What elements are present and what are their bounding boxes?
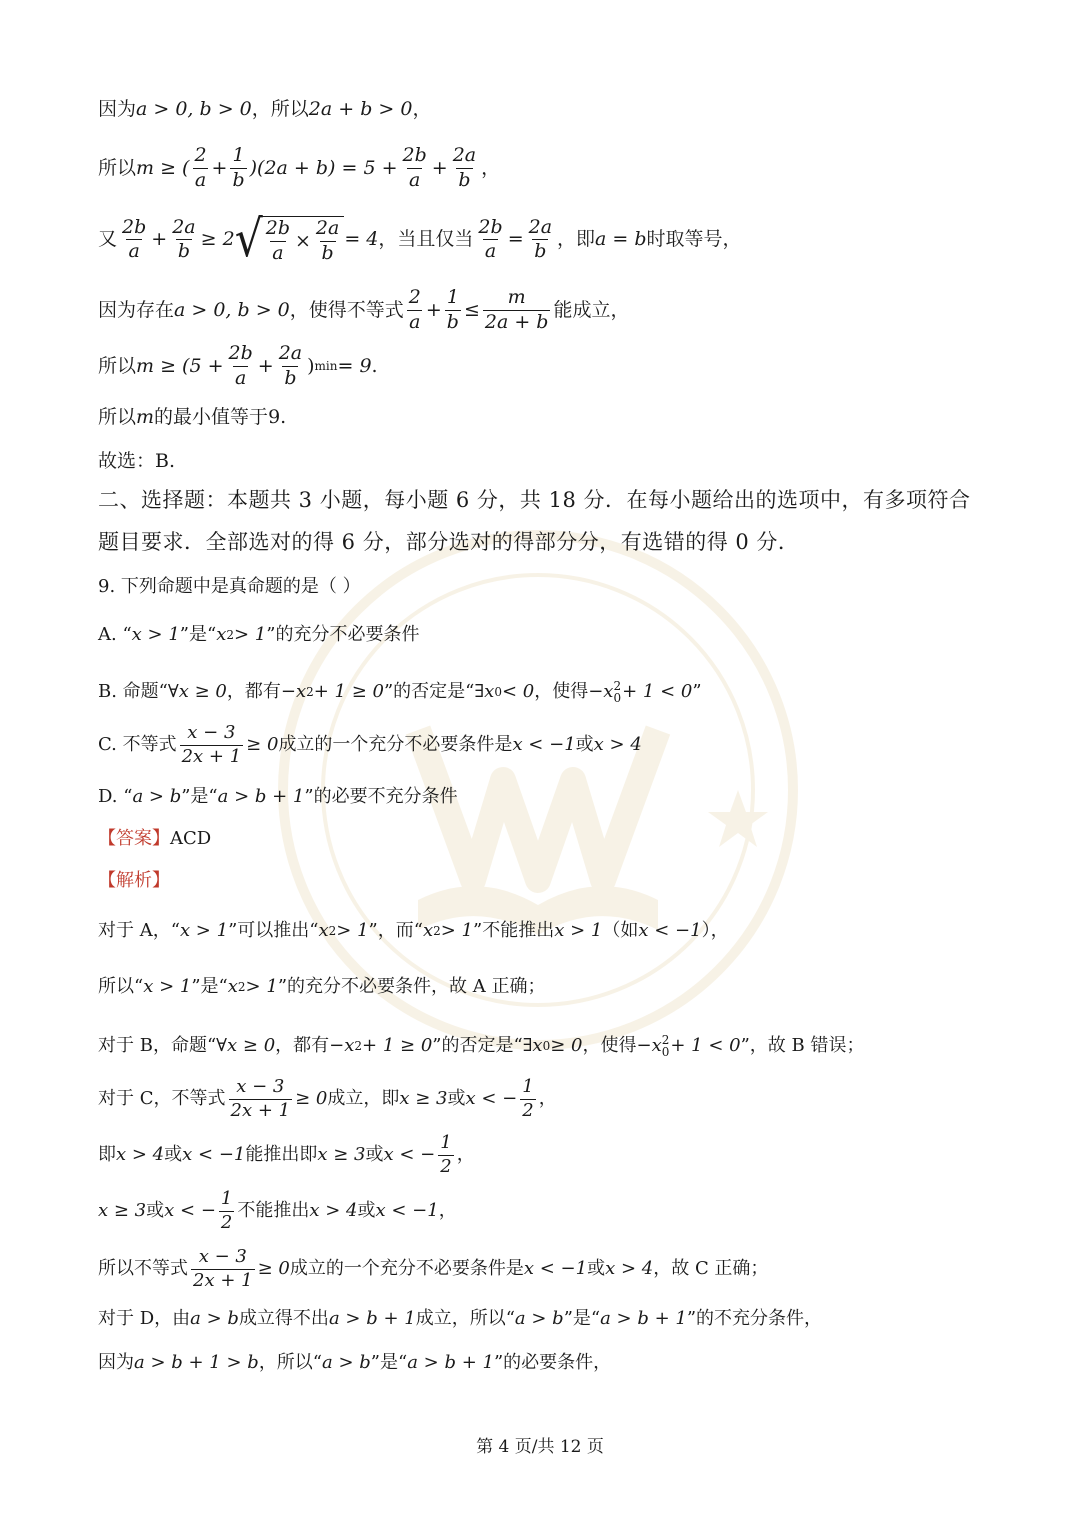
analysis-line-6: x ≥ 3 或 x < − $\frac{1}{2}$ 不能推出 x > 4 或 x < −1 ， bbox=[98, 1188, 457, 1233]
section-heading-line-1: 二、选择题：本题共 3 小题，每小题 6 分，共 18 分．在每小题给出的选项中，有多项符合 bbox=[98, 488, 971, 512]
analysis-line-3: 对于 B，命题“ ∀x ≥ 0 ，都有 −x 2 + 1 ≥ 0 ”的否定是“ ∃x 0 ≥ 0 ，使得 −x 2 0 + 1 < 0 ”，故 B 错误； bbox=[98, 1033, 865, 1059]
answer-tag: 【答案】 bbox=[98, 828, 170, 849]
fraction: $\frac{2b}{a}$ bbox=[402, 144, 427, 191]
fraction: $\frac{2b}{a}$ bbox=[122, 215, 147, 263]
solution-line-3: 又 $\frac{2b}{a}$ + $\frac{2a}{b}$ ≥ 2 √ $\frac{2b}{a}$ × $\frac{2a}{b}$ = 4 ，当且仅当 $\frac{2b}{a}$ = $\frac{2a}{b}$ ，即 a = b 时取等号， bbox=[98, 210, 742, 269]
fraction: $\frac{2b}{a}$ bbox=[478, 215, 503, 263]
fraction: $\frac{x - 3}{2x + 1}$ bbox=[230, 1076, 291, 1121]
option-b: B. 命题“ ∀x ≥ 0 ，都有 −x 2 + 1 ≥ 0 ”的否定是“ ∃x 0 < 0 ，使得 −x 2 0 + 1 < 0 ” bbox=[98, 679, 702, 705]
fraction: $\frac{1}{2}$ bbox=[440, 1132, 452, 1177]
fraction: $\frac{2a}{b}$ bbox=[278, 342, 303, 389]
analysis-line-2: 所以“ x > 1 ”是“ x 2 > 1 ”的充分不必要条件，故 A 正确； bbox=[98, 976, 546, 997]
option-c: C. 不等式 $\frac{x - 3}{2x + 1}$ ≥ 0 成立的一个充分不必要条件是 x < −1 或 x > 4 bbox=[98, 722, 642, 767]
analysis-tag-line bbox=[98, 872, 170, 890]
solution-line-7: 故选：B. bbox=[98, 450, 176, 472]
section-heading-line-2: 题目要求．全部选对的得 6 分，部分选对的得部分分，有选错的得 0 分． bbox=[98, 530, 800, 554]
solution-line-6: 所以 m 的最小值等于 9 . bbox=[98, 406, 287, 428]
fraction: $\frac{2}{a}$ bbox=[408, 286, 421, 333]
option-a: A. “ x > 1 ”是“ x 2 > 1 ”的充分不必要条件 bbox=[98, 624, 420, 645]
answer-value: ACD bbox=[170, 828, 212, 849]
option-d: D. “ a > b ”是“ a > b + 1 ”的必要不充分条件 bbox=[98, 786, 458, 807]
fraction: $\frac{1}{2}$ bbox=[522, 1076, 534, 1121]
analysis-line-8: 对于 D，由 a > b 成立得不出 a > b + 1 成立，所以“ a > b ”是“ a > b + 1 ”的不充分条件， bbox=[98, 1308, 823, 1329]
answer-line bbox=[98, 830, 211, 848]
square-root: √ $\frac{2b}{a}$ × $\frac{2a}{b}$ bbox=[235, 216, 345, 264]
fraction: $\frac{2b}{a}$ bbox=[265, 217, 290, 264]
analysis-line-7: 所以不等式 $\frac{x - 3}{2x + 1}$ ≥ 0 成立的一个充分不必要条件是 x < −1 或 x > 4 ，故 C 正确； bbox=[98, 1246, 769, 1291]
solution-line-1: 因为 a > 0, b > 0 ，所以 2a + b > 0 ， bbox=[98, 98, 432, 120]
fraction: $\frac{2a}{b}$ bbox=[452, 144, 477, 191]
analysis-line-1: 对于 A，“ x > 1 ”可以推出“ x 2 > 1 ”，而“ x 2 > 1 ”不能推出 x > 1 （如 x < −1 ）， bbox=[98, 920, 729, 941]
fraction: $\frac{2a}{b}$ bbox=[172, 215, 196, 263]
analysis-tag: 【解析】 bbox=[98, 870, 170, 891]
fraction: $\frac{2b}{a}$ bbox=[228, 342, 253, 389]
fraction: $\frac{1}{b}$ bbox=[232, 144, 245, 191]
analysis-line-4: 对于 C，不等式 $\frac{x - 3}{2x + 1}$ ≥ 0 成立，即 x ≥ 3 或 x < − $\frac{1}{2}$ ， bbox=[98, 1076, 557, 1121]
fraction: $\frac{1}{b}$ bbox=[446, 286, 459, 333]
fraction: $\frac{2a}{b}$ bbox=[528, 215, 553, 263]
solution-line-4: 因为存在 a > 0, b > 0 ，使得不等式 $\frac{2}{a}$ + $\frac{1}{b}$ ≤ $\frac{m}{2a + b}$ 能成立， bbox=[98, 286, 630, 333]
fraction: $\frac{2a}{b}$ bbox=[315, 217, 340, 264]
fraction: $\frac{x - 3}{2x + 1}$ bbox=[193, 1246, 253, 1291]
fraction: $\frac{x - 3}{2x + 1}$ bbox=[181, 722, 242, 767]
solution-line-5: 所以 m ≥ (5 + $\frac{2b}{a}$ + $\frac{2a}{b}$ ) min = 9 . bbox=[98, 342, 378, 389]
analysis-line-9: 因为 a > b + 1 > b ，所以“ a > b ”是“ a > b + 1 ”的必要条件， bbox=[98, 1352, 612, 1373]
fraction: $\frac{m}{2a + b}$ bbox=[484, 286, 549, 333]
analysis-line-5: 即 x > 4 或 x < −1 能推出即 x ≥ 3 或 x < − $\frac{1}{2}$ ， bbox=[98, 1132, 475, 1177]
fraction: $\frac{1}{2}$ bbox=[220, 1188, 233, 1233]
solution-line-2: 所以 m ≥ ( $\frac{2}{a}$ + $\frac{1}{b}$ )(2a + b) = 5 + $\frac{2b}{a}$ + $\frac{2a}{b}$ ， bbox=[98, 144, 501, 191]
question-9: 9. 下列命题中是真命题的是（ ） bbox=[98, 576, 361, 597]
fraction: $\frac{2}{a}$ bbox=[194, 144, 207, 191]
page-footer: 第 4 页/共 12 页 bbox=[476, 1437, 604, 1457]
